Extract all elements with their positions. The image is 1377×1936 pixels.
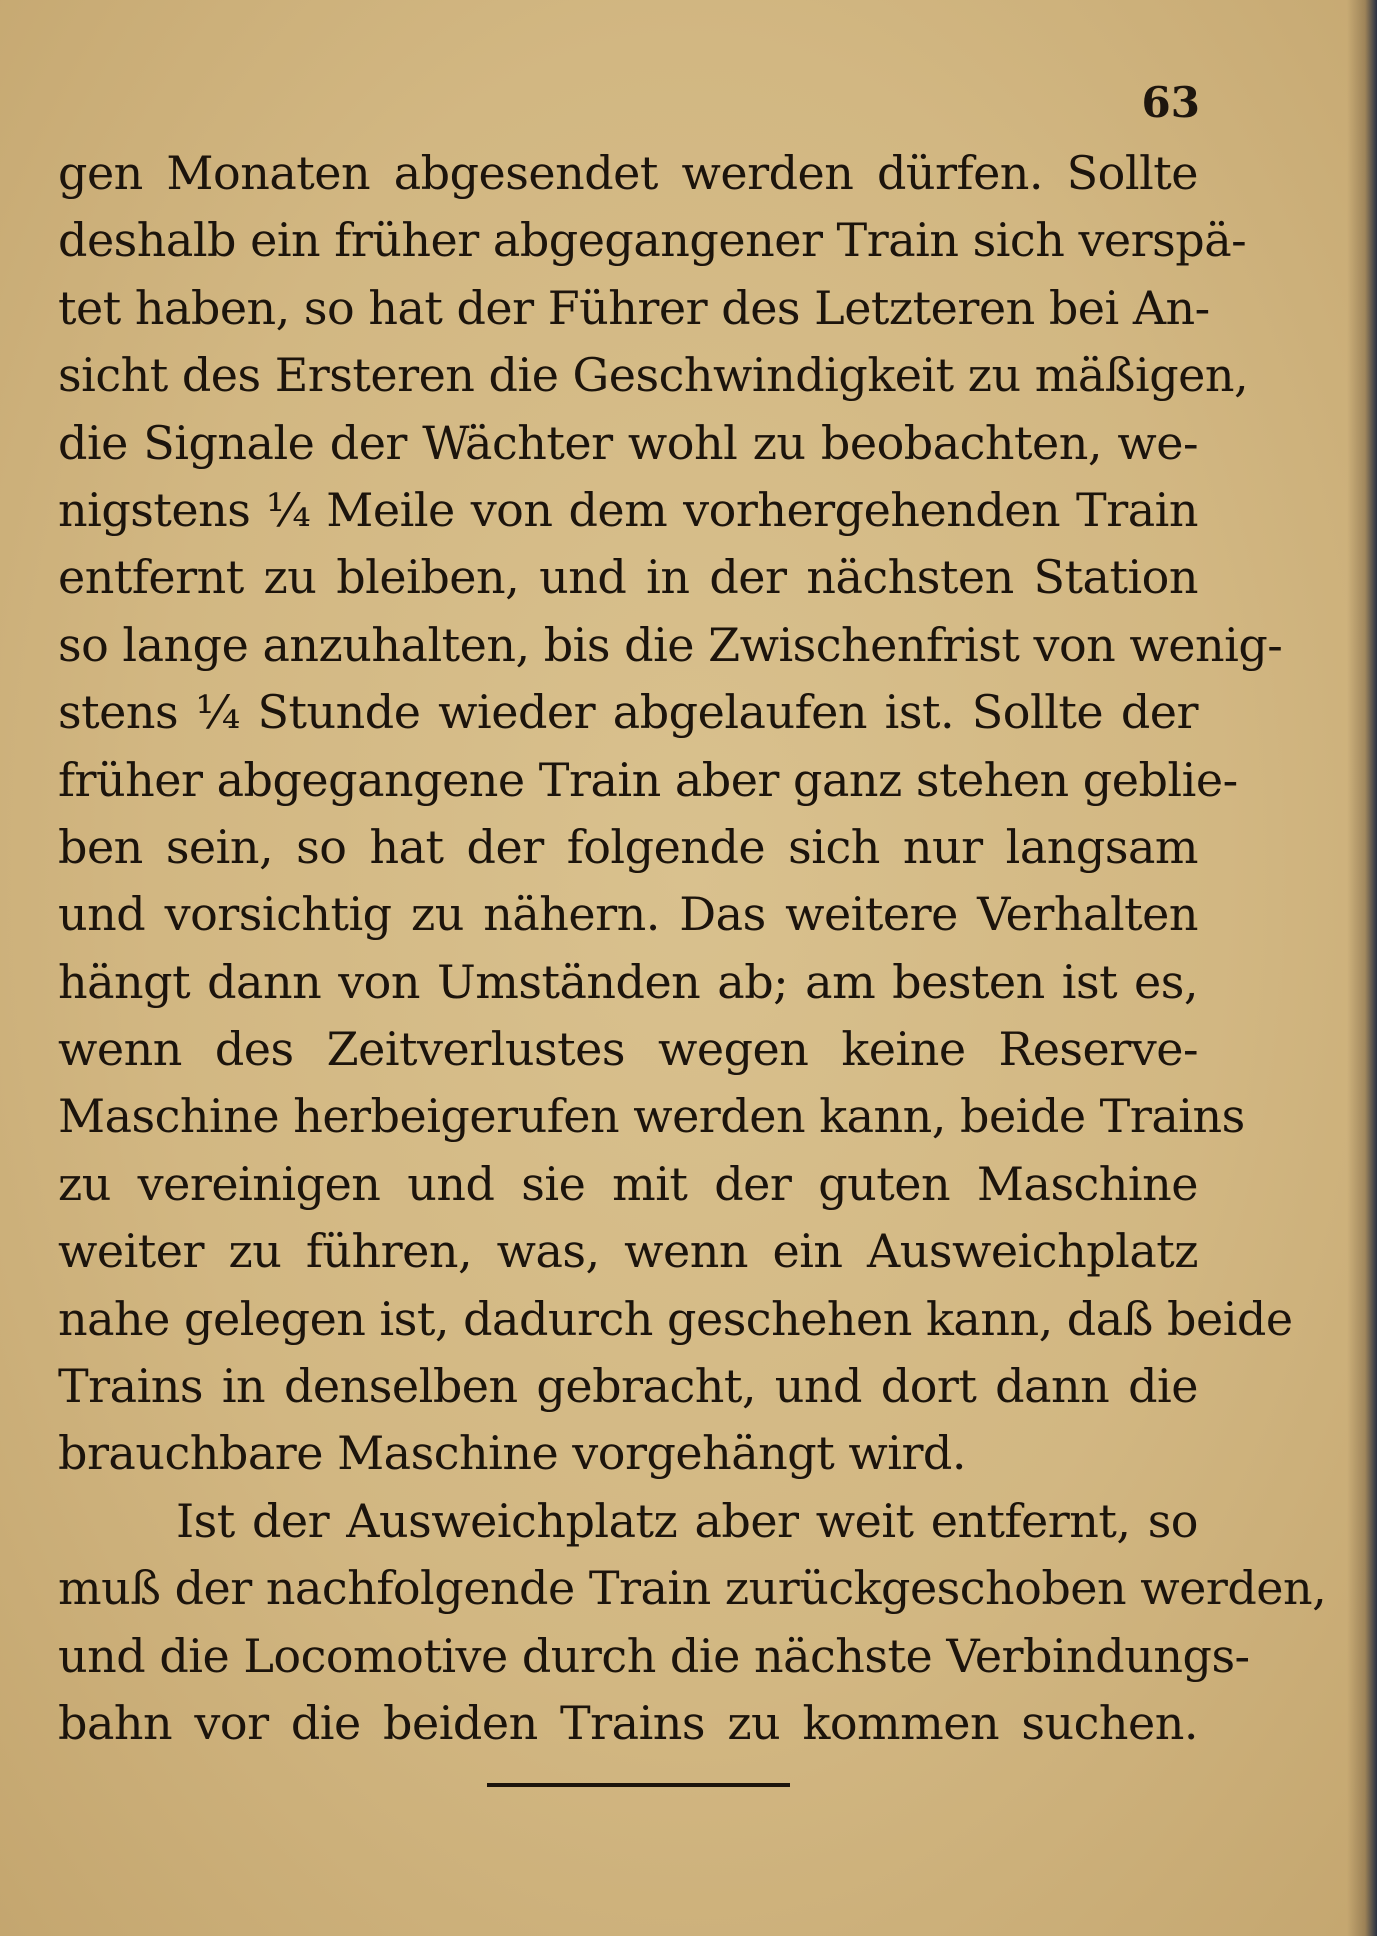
text-line: hängt dann von Umständen ab; am besten ist es, [58,954,1198,1009]
text-line: Ist der Ausweichplatz aber weit entfernt, so [176,1493,1198,1548]
text-line: tet haben, so hat der Führer des Letzteren bei An- [58,280,1210,335]
text-line: brauchbare Maschine vorgehängt wird. [58,1426,966,1481]
text-line: wenn des Zeitverlustes wegen keine Reserve- [58,1022,1198,1077]
text-line: nahe gelegen ist, dadurch geschehen kann, daß beide [58,1291,1293,1346]
body-text [58,140,1327,1757]
text-line: früher abgegangene Train aber ganz stehen geblie- [58,752,1238,807]
page-edge-shadow [1347,0,1377,1936]
text-line: und die Locomotive durch die nächste Verbindungs- [58,1628,1250,1683]
text-line: gen Monaten abgesendet werden dürfen. Sollte [58,146,1198,200]
page-number: 63 [1141,78,1200,127]
text-line: so lange anzuhalten, bis die Zwischenfrist von wenig- [58,617,1283,672]
text-line: muß der nachfolgende Train zurückgeschoben werden, [58,1561,1327,1616]
text-line: weiter zu führen, was, wenn ein Ausweichplatz [58,1224,1198,1279]
text-line: Maschine herbeigerufen werden kann, beide Trains [58,1089,1245,1144]
text-line: sicht des Ersteren die Geschwindigkeit zu mäßigen, [58,348,1249,403]
text-line: nigstens ¼ Meile von dem vorhergehenden Train [58,482,1198,537]
text-line: die Signale der Wächter wohl zu beobachten, we- [58,415,1198,470]
text-line: stens ¼ Stunde wieder abgelaufen ist. Sollte der [58,685,1198,740]
section-end-rule [487,1783,790,1787]
text-line: bahn vor die beiden Trains zu kommen suchen. [58,1695,1198,1750]
text-line: Trains in denselben gebracht, und dort dann die [58,1359,1198,1414]
text-line: ben sein, so hat der folgende sich nur langsam [58,819,1198,874]
text-line: und vorsichtig zu nähern. Das weitere Verhalten [58,887,1198,942]
text-line: deshalb ein früher abgegangener Train sich verspä- [58,213,1247,268]
text-line: zu vereinigen und sie mit der guten Maschine [58,1156,1198,1211]
text-line: entfernt zu bleiben, und in der nächsten Station [58,550,1198,605]
